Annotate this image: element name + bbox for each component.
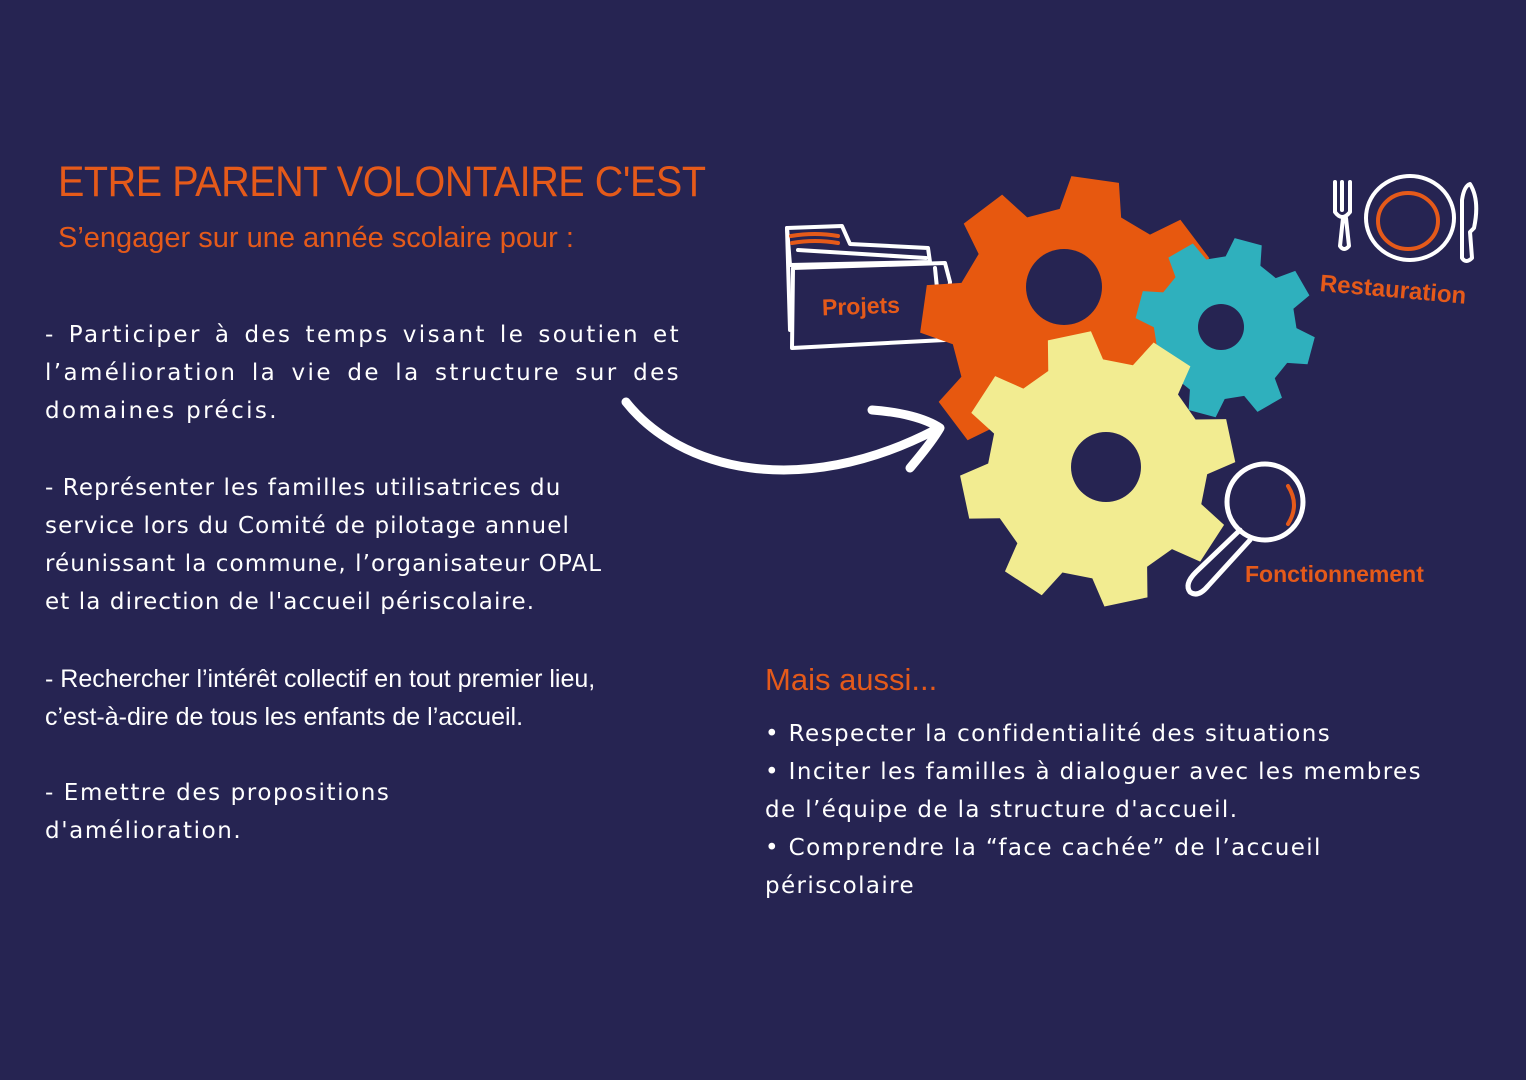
- paragraph-line: - Emettre des propositions: [45, 780, 391, 806]
- list-item: • Comprendre la “face cachée” de l’accueil: [765, 835, 1322, 861]
- page-subtitle: S’engager sur une année scolaire pour :: [58, 222, 574, 254]
- paragraph-line: service lors du Comité de pilotage annuel: [45, 513, 570, 539]
- list-item: de l’équipe de la structure d'accueil.: [765, 797, 1239, 823]
- paragraph-line: - Rechercher l’intérêt collectif en tout premier lieu,: [45, 665, 596, 693]
- label-fonctionnement: Fonctionnement: [1245, 561, 1424, 587]
- plate-cutlery-icon: [1335, 176, 1476, 261]
- label-projets: Projets: [821, 291, 901, 321]
- paragraph-line: c’est-à-dire de tous les enfants de l’accueil.: [45, 703, 524, 731]
- paragraph-line: l’amélioration la vie de la structure sur des: [45, 360, 681, 386]
- paragraph-line: - Représenter les familles utilisatrices du: [45, 475, 562, 501]
- list-item: • Respecter la confidentialité des situations: [765, 721, 1332, 747]
- paragraph-line: réunissant la commune, l’organisateur OPAL: [45, 551, 603, 577]
- paragraph-line: d'amélioration.: [45, 818, 243, 844]
- arrow-icon: [626, 402, 940, 470]
- paragraph-line: et la direction de l'accueil périscolaire.: [45, 589, 536, 615]
- list-item: périscolaire: [765, 873, 916, 899]
- label-restauration: Restauration: [1318, 270, 1468, 310]
- also-heading: Mais aussi...: [765, 662, 938, 697]
- page-title: ETRE PARENT VOLONTAIRE C'EST: [58, 158, 706, 206]
- paragraph-line: - Participer à des temps visant le soutien et: [45, 322, 681, 348]
- list-item: • Inciter les familles à dialoguer avec les membres: [765, 759, 1422, 785]
- paragraph-line: domaines précis.: [45, 398, 280, 424]
